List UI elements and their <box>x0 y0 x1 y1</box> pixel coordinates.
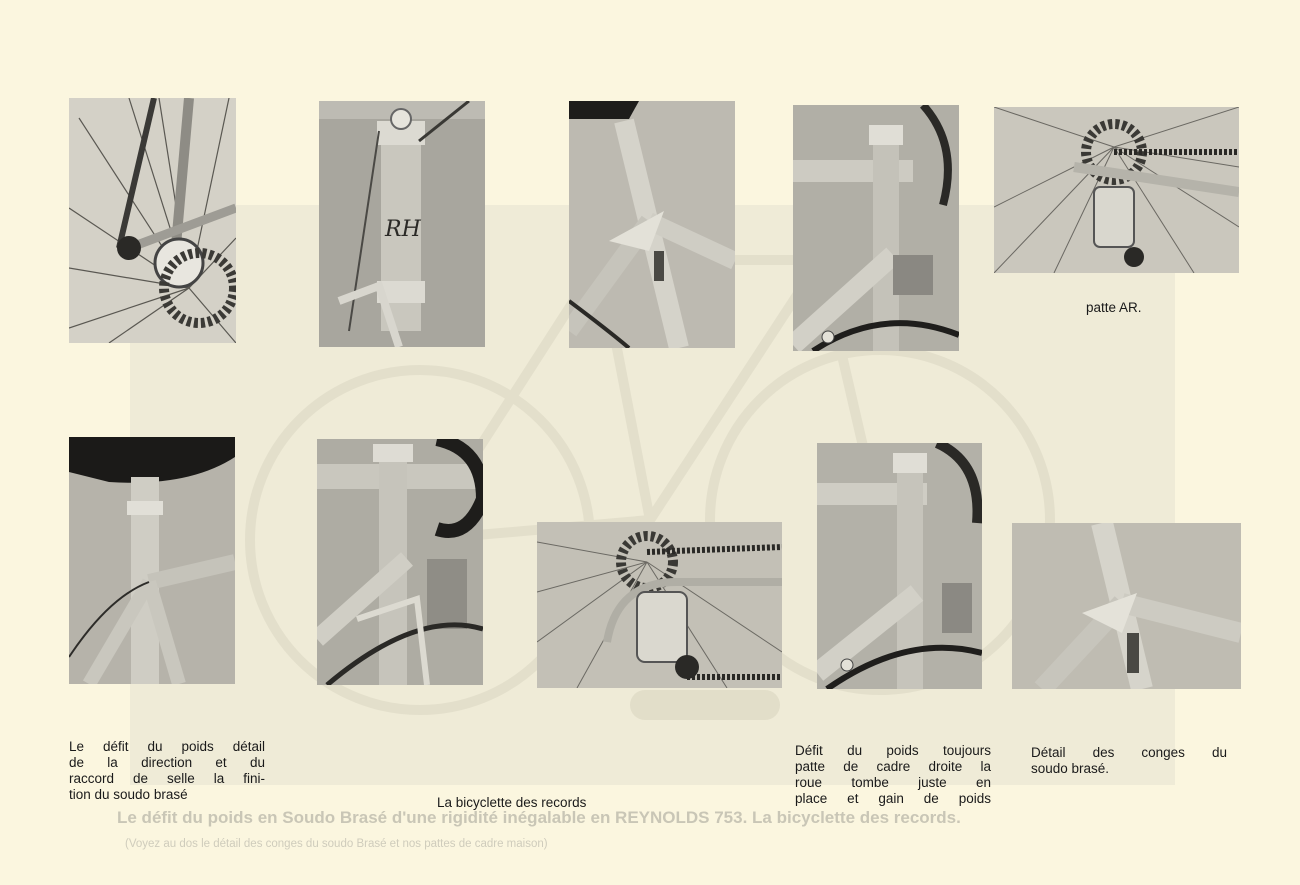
photo-headset-front <box>817 443 982 689</box>
photo-derailleur-chain <box>537 522 782 688</box>
caption-left: Le défit du poids détail de la direction et du raccord de selle la fini- tion du soudo brasé <box>69 739 265 802</box>
caption-patte-ar: patte AR. <box>1086 300 1142 315</box>
photo-rear-derailleur <box>994 107 1239 273</box>
bleed-through-headline: Le défit du poids en Soudo Brasé d'une rigidité inégalable en REYNOLDS 753. La bicyclette des records. <box>117 808 961 827</box>
rh-monogram: RH <box>385 217 421 242</box>
photo-head-tube-logo <box>319 101 485 347</box>
photo-seat-lug <box>569 101 735 348</box>
photo-head-tube-brake <box>793 105 959 351</box>
photo-fork-brake <box>317 439 483 685</box>
caption-far-right: Détail des conges du soudo brasé. <box>1031 745 1227 776</box>
photo-saddle-seatpost <box>69 437 235 684</box>
photo-rear-hub-sprocket <box>69 98 236 343</box>
caption-center: La bicyclette des records <box>437 795 587 810</box>
photo-brazed-fillet <box>1012 523 1241 689</box>
bleed-through-subline: (Voyez au dos le détail des conges du soudo Brasé et nos pattes de cadre maison) <box>125 838 548 850</box>
caption-right: Défit du poids toujours patte de cadre droite la roue tombe juste en place et gain de poids <box>795 743 991 806</box>
